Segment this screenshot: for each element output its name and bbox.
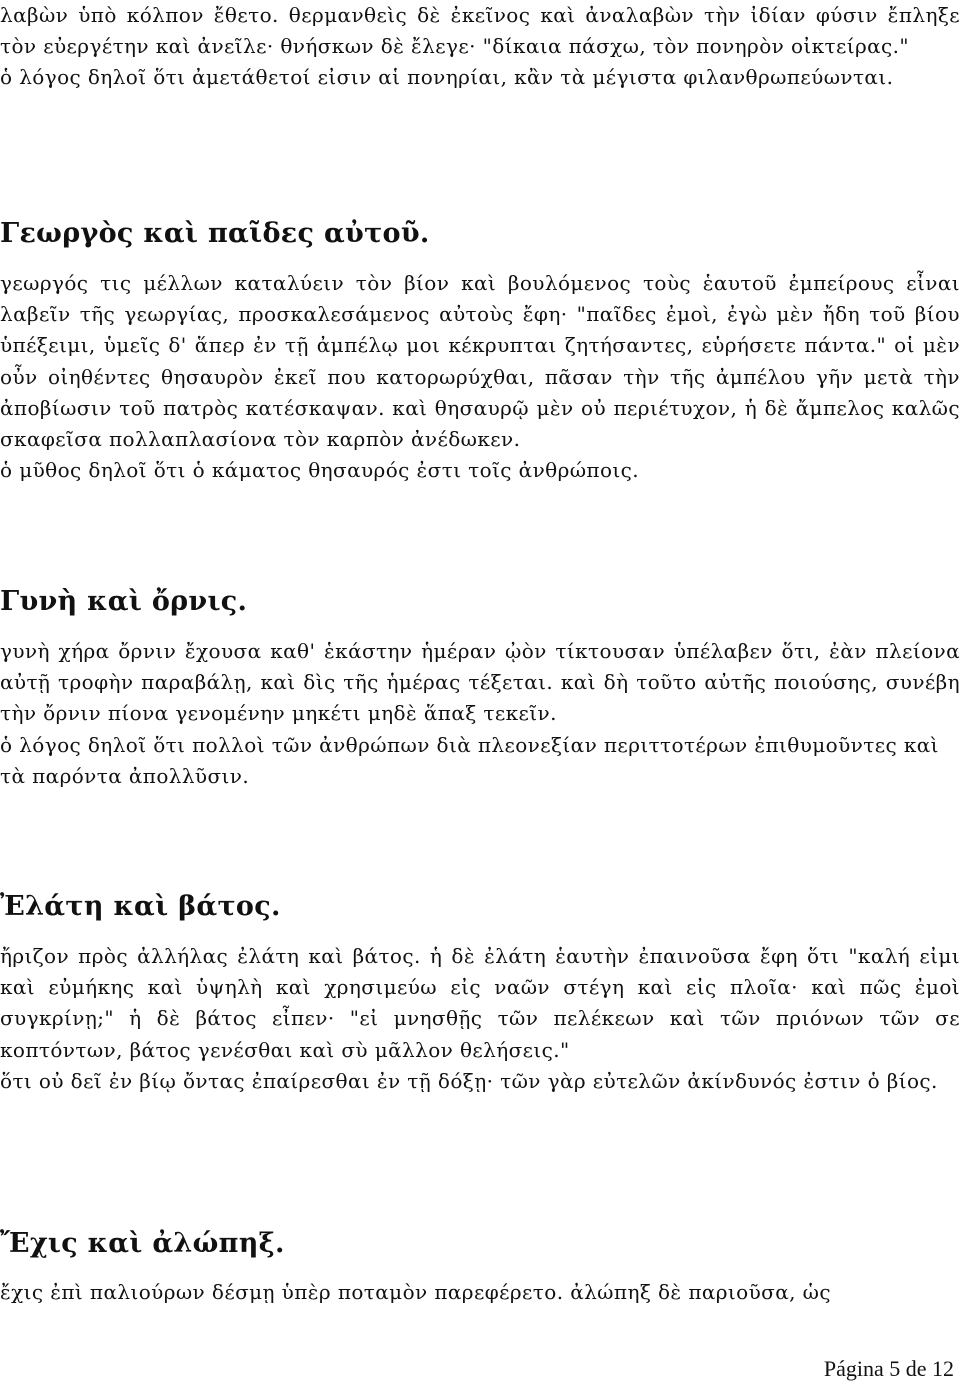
viper-fable-text bbox=[0, 1277, 960, 1308]
farmer-fable-title: Γεωργὸς καὶ παῖδες αὐτοῦ. bbox=[0, 218, 430, 249]
farmer-fable-paragraph: γεωργός τις μέλλων καταλύειν τὸν βίον καὶ βουλόμενος τοὺς ἑαυτοῦ ἐμπείρους εἶναι λαβεῖν τῆς γεωργίας, προσκαλεσάμενος αὐτοὺς ἔφη· "παῖδες ἐμοὶ, ἐγὼ μὲν ἤδη τοῦ βίου ὑπέξειμι, ὑμεῖς δ' ἅπερ ἐν τῇ ἀμπέλῳ μοι κέκρυπται ζητήσαντες, εὑρήσετε πάντα." οἱ μὲν οὖν οἰηθέντες θησαυρὸν ἐκεῖ που κατορωρύχθαι, πᾶσαν τὴν τῆς ἀμπέλου γῆν μετὰ τὴν ἀποβίωσιν τοῦ πατρὸς κατέσκαψαν. καὶ θησαυρῷ μὲν οὐ περιέτυχον, ἡ δὲ ἄμπελος καλῶς σκαφεῖσα πολλαπλασίονα τὸν καρπὸν ἀνέδωκεν. bbox=[0, 271, 960, 452]
continuation-moral: ὁ λόγος δηλοῖ ὅτι ἀμετάθετοί εἰσιν αἱ πονηρίαι, κἂν τὰ μέγιστα φιλανθρωπεύωνται. bbox=[0, 65, 894, 90]
woman-fable-title: Γυνὴ καὶ ὄρνις. bbox=[0, 586, 248, 617]
woman-fable-moral: ὁ λόγος δηλοῖ ὅτι πολλοὶ τῶν ἀνθρώπων διὰ πλεονεξίαν περιττοτέρων ἐπιθυμοῦντες καὶ τὰ παρόντα ἀπολλῦσιν. bbox=[0, 732, 939, 788]
fir-fable-paragraph: ἤριζον πρὸς ἀλλήλας ἐλάτη καὶ βάτος. ἡ δὲ ἐλάτη ἑαυτὴν ἐπαινοῦσα ἔφη ὅτι "καλή εἰμι καὶ εὐμήκης καὶ ὑψηλὴ καὶ χρησιμεύω εἰς ναῶν στέγη καὶ εἰς πλοῖα· καὶ πῶς ἐμοὶ συγκρίνῃ;" ἡ δὲ βάτος εἶπεν· "εἰ μνησθῇς τῶν πελέκεων καὶ τῶν πριόνων τῶν σε κοπτόντων, βάτος γενέσθαι καὶ σὺ μᾶλλον θελήσεις." bbox=[0, 944, 960, 1062]
viper-fable-paragraph: ἔχις ἐπὶ παλιούρων δέσμῃ ὑπὲρ ποταμὸν παρεφέρετο. ἀλώπηξ δὲ παριοῦσα, ὡς bbox=[0, 1280, 831, 1304]
fir-fable-title: Ἐλάτη καὶ βάτος. bbox=[0, 891, 281, 922]
page-number: Página 5 de 12 bbox=[823, 1356, 954, 1381]
fir-fable-moral: ὅτι οὐ δεῖ ἐν βίῳ ὄντας ἐπαίρεσθαι ἐν τῇ δόξῃ· τῶν γὰρ εὐτελῶν ἀκίνδυνός ἐστιν ὁ βίος. bbox=[0, 1068, 938, 1093]
fir-fable-text bbox=[0, 941, 960, 1097]
woman-fable-paragraph: γυνὴ χήρα ὄρνιν ἔχουσα καθ' ἑκάστην ἡμέραν ᾠὸν τίκτουσαν ὑπέλαβεν ὅτι, ἐὰν πλείονα αὐτῇ τροφὴν παραβάλῃ, καὶ δὶς τῆς ἡμέρας τέξεται. καὶ δὴ τοῦτο αὐτῆς ποιούσης, συνέβη τὴν ὄρνιν πίονα γενομένην μηκέτι μηδὲ ἅπαξ τεκεῖν. bbox=[0, 639, 960, 726]
continuation-paragraph: λαβὼν ὑπὸ κόλπον ἔθετο. θερμανθεὶς δὲ ἐκεῖνος καὶ ἀναλαβὼν τὴν ἰδίαν φύσιν ἔπληξε τὸν εὐεργέτην καὶ ἀνεῖλε· θνήσκων δὲ ἔλεγε· "δίκαια πάσχω, τὸν πονηρὸν οἰκτείρας." bbox=[0, 3, 960, 59]
woman-fable-text bbox=[0, 636, 960, 792]
continuation-text bbox=[0, 0, 960, 94]
farmer-fable-text bbox=[0, 268, 960, 486]
farmer-fable-moral: ὁ μῦθος δηλοῖ ὅτι ὁ κάματος θησαυρός ἐστι τοῖς ἀνθρώποις. bbox=[0, 458, 640, 483]
viper-fable-title: Ἔχις καὶ ἀλώπηξ. bbox=[0, 1228, 285, 1259]
